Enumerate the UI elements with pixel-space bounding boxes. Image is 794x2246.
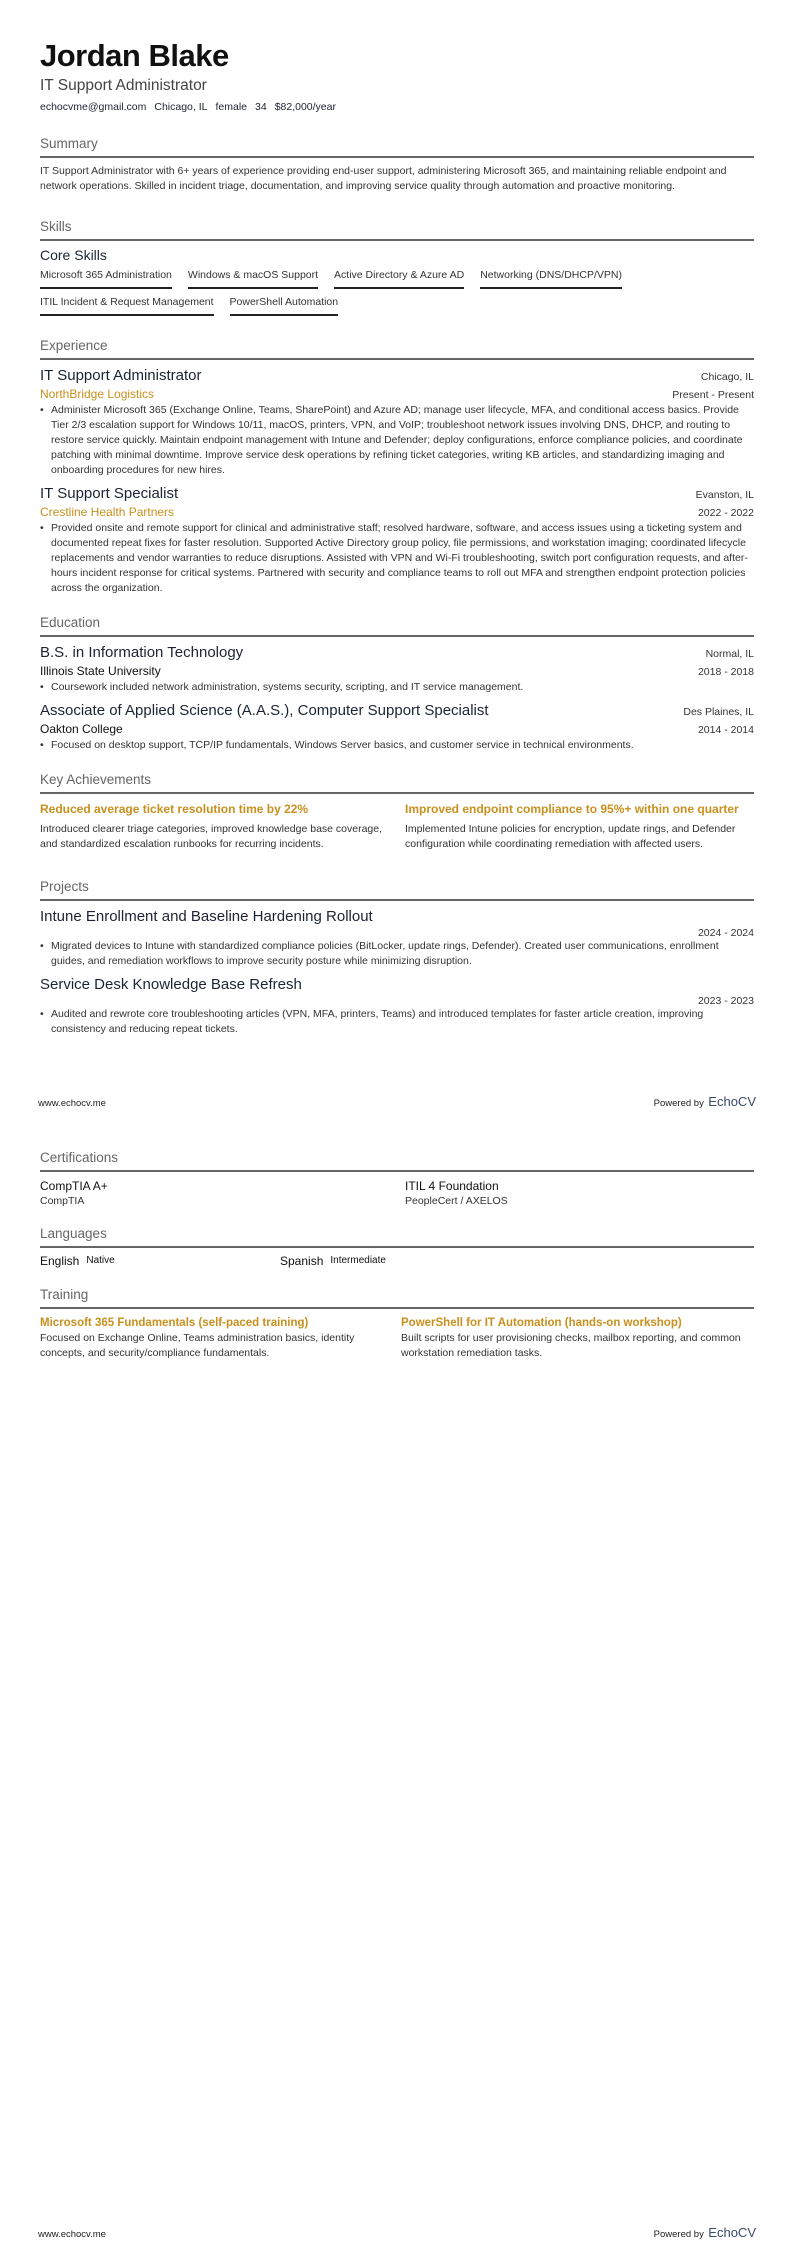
achievement-title: Reduced average ticket resolution time by 22% [40,802,309,816]
section-heading: Key Achievements [40,771,754,794]
training-desc: Focused on Exchange Online, Teams administration basics, identity concepts, and security/compliance fundamentals. [40,1332,355,1359]
contact-location: Chicago, IL [154,101,208,113]
job-location: Chicago, IL [700,371,754,383]
achievement-desc: Implemented Intune policies for encryption, update rings, and Defender configuration while coordinating remediation with affected users. [405,823,736,850]
job-bullet: • Provided onsite and remote support for clinical and administrative staff; resolved hardware, software, and access issues using a ticketing system and documented repeat fixes for faster resolution. Supported Active Directory group policy, file permissions, and workstation imaging; coordinated lifecycle replacements and vendor warranties to reduce disruptions. Assisted with VPN and Wi-Fi troubleshooting, switch port configuration requests, and after-hours incident response for critical systems. Partnered with security and compliance teams to roll out MFA and strengthen endpoint protection policies across the organization. [40,521,754,596]
contact-salary: $82,000/year [274,101,336,113]
project-dates: 2024 - 2024 [697,927,754,939]
skill-tags [40,269,754,323]
achievement-item [405,800,754,852]
contact-age: 34 [255,101,267,113]
job-bullet: • Administer Microsoft 365 (Exchange Online, Teams, SharePoint) and Azure AD; manage user lifecycle, MFA, and conditional access basics. Provide Tier 2/3 escalation support for Windows 10/11, macOS, printers, VPN, and VoIP; troubleshoot network issues involving DNS, DHCP, and routing to restore service quickly. Maintain endpoint management with Intune and Defender; deploy configurations, enforce compliance policies, and coordinate patching with minimal downtime. Improve service desk operations by refining ticket categories, writing KB articles, and standardizing imaging and onboarding procedures for new hires. [40,403,754,478]
experience-item [40,484,754,596]
edu-bullet: • Coursework included network administration, systems security, scripting, and IT service management. [40,680,754,695]
page-2 [0,1123,794,2246]
job-dates: Present - Present [672,389,754,401]
footer-url[interactable]: www.echocv.me [38,1098,106,1109]
section-heading: Certifications [40,1149,754,1172]
language-name: Spanish [280,1254,324,1268]
education-item [40,701,754,753]
section-heading: Experience [40,337,754,360]
edu-dates: 2014 - 2014 [697,724,754,736]
education-section [40,614,754,753]
achievements-section [40,771,754,852]
job-role: IT Support Specialist [40,485,179,502]
skill-tag: Microsoft 365 Administration [40,269,172,289]
powered-by-label: Powered by [653,2229,704,2240]
project-title: Service Desk Knowledge Base Refresh [40,976,302,993]
training-desc: Built scripts for user provisioning checks, mailbox reporting, and common workstation remediation tasks. [401,1332,741,1359]
brand-logo[interactable]: EchoCV [708,2225,756,2240]
education-item [40,643,754,695]
achievement-desc: Introduced clearer triage categories, improved knowledge base coverage, and standardized escalation runbooks for recurring incidents. [40,823,383,850]
project-title: Intune Enrollment and Baseline Hardening Rollout [40,908,373,925]
edu-location: Normal, IL [705,648,754,660]
cert-issuer: PeopleCert / AXELOS [405,1195,508,1207]
contact-gender: female [215,101,247,113]
training-item [401,1315,754,1361]
cert-name: CompTIA A+ [40,1179,108,1193]
language-level: Native [86,1255,115,1266]
certifications-section [40,1149,754,1207]
project-bullet: • Audited and rewrote core troubleshooting articles (VPN, MFA, printers, Teams) and introduced templates for faster article creation, improving consistency and reducing repeat tickets. [40,1007,754,1037]
school: Illinois State University [40,664,161,678]
skill-tag: ITIL Incident & Request Management [40,296,214,316]
section-heading: Projects [40,878,754,901]
brand-logo[interactable]: EchoCV [708,1094,756,1109]
candidate-title: IT Support Administrator [40,77,207,94]
language-name: English [40,1254,80,1268]
cert-issuer: CompTIA [40,1195,85,1207]
job-location: Evanston, IL [695,489,754,501]
summary-section [40,135,754,194]
achievement-item [40,800,389,852]
page-footer [38,1093,756,1111]
degree: Associate of Applied Science (A.A.S.), Computer Support Specialist [40,702,489,719]
job-dates: 2022 - 2022 [697,507,754,519]
project-dates: 2023 - 2023 [697,995,754,1007]
contact-email[interactable]: echocvme@gmail.com [40,101,147,113]
section-heading: Training [40,1286,754,1309]
school: Oakton College [40,722,123,736]
job-role: IT Support Administrator [40,367,202,384]
job-company: NorthBridge Logistics [40,387,155,401]
projects-section [40,878,754,1037]
page-footer [38,2224,756,2242]
candidate-name: Jordan Blake [40,38,229,73]
project-bullet: • Migrated devices to Intune with standardized compliance policies (BitLocker, update rings, Defender). Created user communications, enrollment guides, and remediation workflows to improve security posture while minimizing disruption. [40,939,754,969]
languages-section [40,1225,754,1268]
skill-tag: Windows & macOS Support [188,269,318,289]
footer-url[interactable]: www.echocv.me [38,2229,106,2240]
contact-info [40,101,754,113]
skill-tag: Networking (DNS/DHCP/VPN) [480,269,622,289]
section-heading: Languages [40,1225,754,1248]
cert-item [405,1178,754,1207]
job-company: Crestline Health Partners [40,505,175,519]
cert-item [40,1178,389,1207]
skill-group-title: Core Skills [40,247,107,263]
experience-section [40,337,754,596]
section-heading: Summary [40,135,754,158]
language-level: Intermediate [330,1255,386,1266]
project-item [40,907,754,969]
training-item [40,1315,393,1361]
edu-location: Des Plaines, IL [683,706,754,718]
section-heading: Skills [40,218,754,241]
edu-bullet: • Focused on desktop support, TCP/IP fundamentals, Windows Server basics, and customer service in technical environments. [40,738,754,753]
skill-tag: PowerShell Automation [230,296,339,316]
degree: B.S. in Information Technology [40,644,244,661]
powered-by-label: Powered by [653,1098,704,1109]
summary-text: IT Support Administrator with 6+ years of experience providing end-user support, administering Microsoft 365, and maintaining reliable endpoint and network operations. Skilled in incident triage, documentation, and improving service quality through automation and proactive monitoring. [40,165,727,192]
edu-dates: 2018 - 2018 [697,666,754,678]
project-item [40,975,754,1037]
language-item [280,1254,520,1268]
achievement-title: Improved endpoint compliance to 95%+ within one quarter [405,802,739,816]
section-heading: Education [40,614,754,637]
training-title: PowerShell for IT Automation (hands-on workshop) [401,1317,682,1329]
skills-section [40,218,754,323]
training-section [40,1286,754,1361]
cert-name: ITIL 4 Foundation [405,1179,499,1193]
training-title: Microsoft 365 Fundamentals (self-paced training) [40,1317,309,1329]
language-item [40,1254,280,1268]
experience-item [40,366,754,478]
skill-tag: Active Directory & Azure AD [334,269,464,289]
